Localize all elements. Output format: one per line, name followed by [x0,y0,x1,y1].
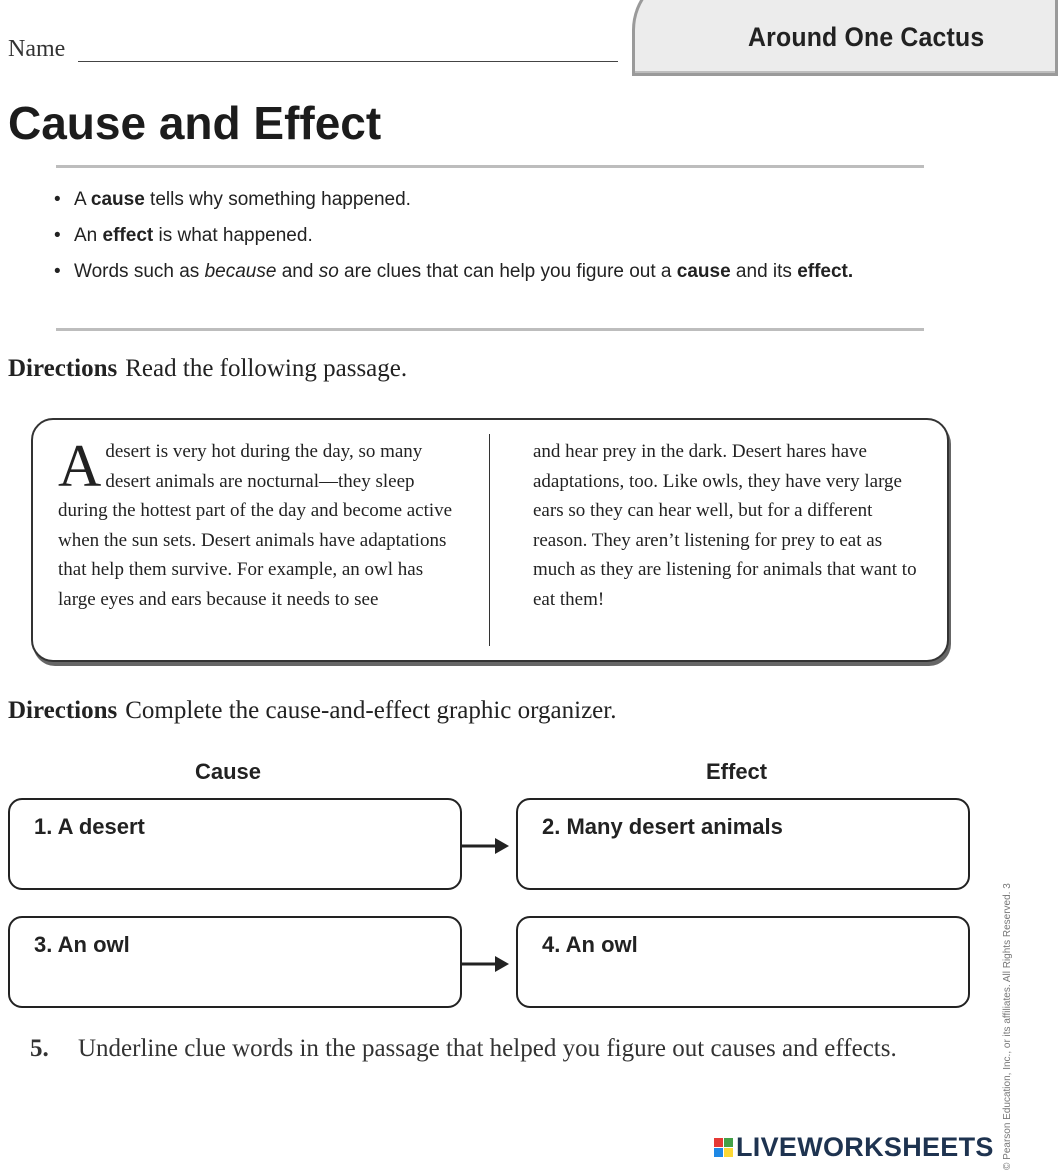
cause-heading: Cause [195,759,262,784]
name-label: Name [8,36,66,62]
arrow-right-icon [461,954,509,974]
page-title: Cause and Effect [8,97,382,149]
copyright-notice: © Pearson Education, Inc., or its affiliates. All Rights Reserved. 3 [1002,883,1013,1170]
arrow-right-icon [461,836,509,856]
cause-box-1-label: 1. A desert [34,814,145,839]
bullet-cause: • A cause tells why something happened. [54,186,914,214]
drop-cap: A [58,433,102,499]
name-input-line[interactable] [78,61,618,62]
top-divider [56,165,924,168]
column-divider [489,434,490,646]
passage-left-column: Adesert is very hot during the day, so many desert animals are nocturnal—they sleep during the hottest part of the day and become active when the sun sets. Desert animals have adaptations that help them survive. For example, an owl has large eyes and ears because it needs to see [58,433,453,610]
effect-box-2-label: 2. Many desert animals [542,814,783,839]
bullet-effect: • An effect is what happened. [54,222,914,250]
cause-box-3[interactable] [8,916,462,1008]
directions-complete: Directions Complete the cause-and-effect graphic organizer. [8,697,617,724]
liveworksheets-logo: LIVEWORKSHEETS [714,1132,994,1164]
question-5: 5. Underline clue words in the passage that helped you figure out causes and effects. [30,1035,897,1062]
bullet-clue-words: • Words such as because and so are clues that can help you figure out a cause and its effect. [54,258,914,286]
directions-read: Directions Read the following passage. [8,355,408,382]
passage-right-column: and hear prey in the dark. Desert hares have adaptations, too. Like owls, they have very large ears so they can hear well, but for a different reason. They aren’t listening for prey to eat as much as they are listening for animals that want to eat them! [533,441,917,610]
story-title: Around One Cactus [748,22,985,52]
definition-list [54,186,914,294]
bottom-divider [56,328,924,331]
effect-heading: Effect [706,759,768,784]
effect-box-4[interactable] [516,916,970,1008]
cause-box-1[interactable] [8,798,462,890]
liveworksheets-logo-icon [714,1138,734,1158]
effect-box-2[interactable] [516,798,970,890]
cause-box-3-label: 3. An owl [34,932,130,957]
effect-box-4-label: 4. An owl [542,932,638,957]
